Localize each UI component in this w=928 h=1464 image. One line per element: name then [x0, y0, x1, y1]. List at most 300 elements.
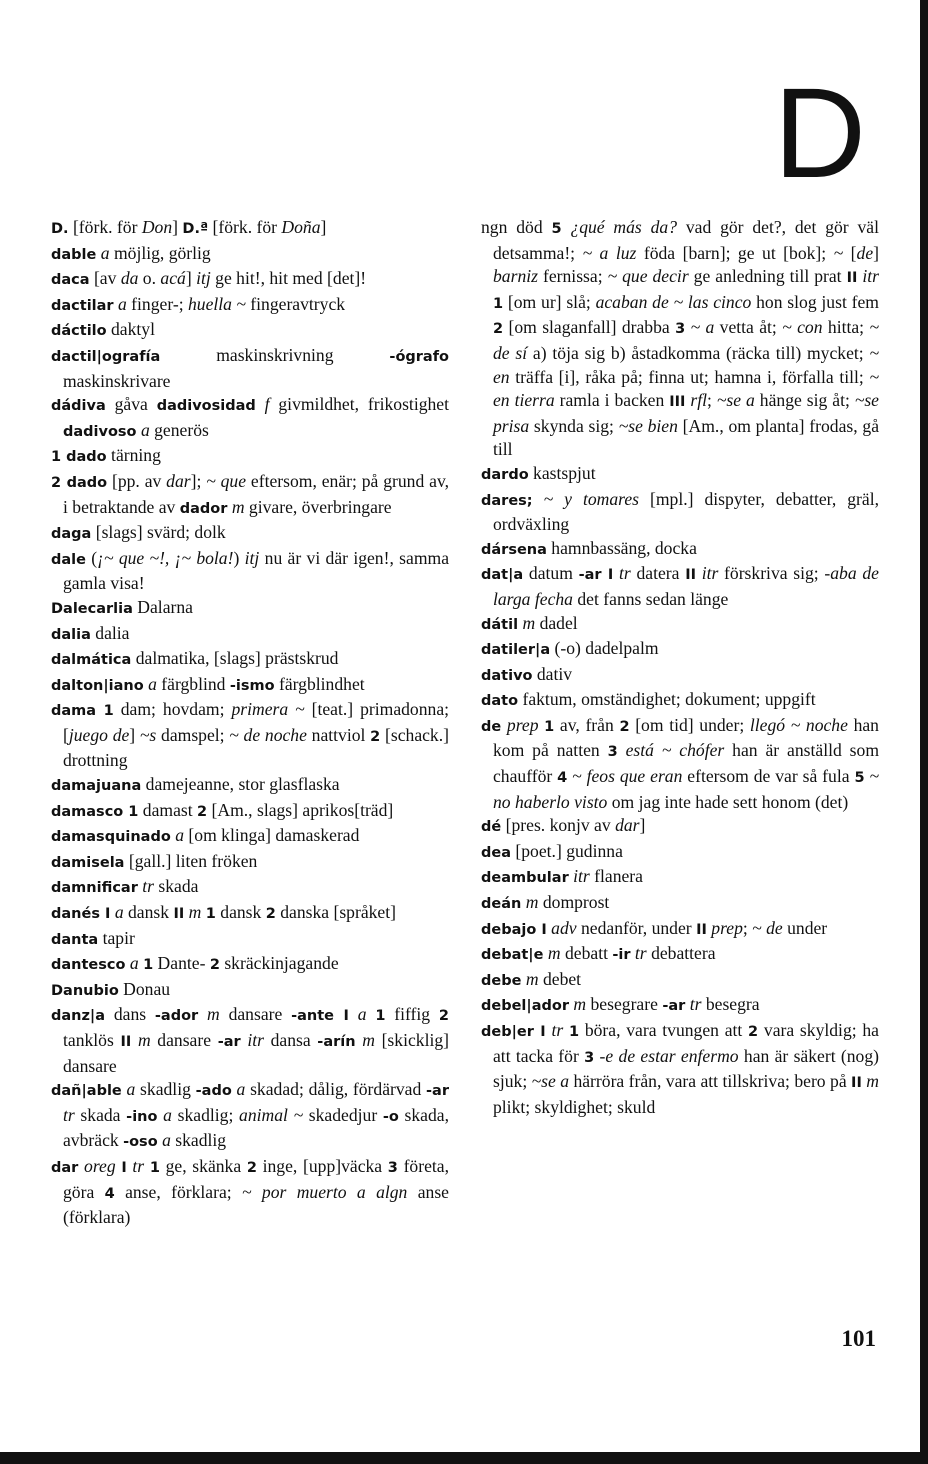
italic-text: a: [117, 293, 127, 314]
dictionary-entry: [51, 318, 449, 344]
headword: dat|a: [481, 567, 524, 584]
entry-text: hänge sig åt;: [754, 390, 855, 411]
bold-term: 2: [748, 1024, 759, 1040]
italic-text: itr: [247, 1030, 264, 1050]
dictionary-entry: [51, 293, 449, 319]
entry-text: ]: [185, 268, 197, 289]
entry-text: dansk: [123, 902, 174, 923]
italic-text: llegó ~ noche: [749, 714, 848, 735]
bold-term: 3: [584, 1049, 595, 1066]
italic-text: oreg: [84, 1155, 116, 1176]
italic-text: juego de: [68, 724, 130, 745]
entry-text: ]: [320, 217, 327, 237]
dictionary-entry: [51, 875, 449, 901]
dictionary-entry: [51, 267, 449, 293]
italic-text: a: [126, 1079, 136, 1100]
italic-text: Don: [141, 217, 173, 237]
page-edge-bottom: [0, 1452, 928, 1464]
italic-text: animal ~: [239, 1104, 304, 1125]
headword: damajuana: [51, 778, 142, 795]
entry-text: [förk. för: [68, 217, 142, 237]
headword: dativo: [481, 667, 533, 684]
italic-text: rfl: [690, 390, 708, 411]
entry-text: dansk: [215, 902, 266, 923]
entry-text: finger-;: [126, 293, 188, 314]
entry-text: [198, 1004, 207, 1024]
bold-term: 4: [104, 1185, 115, 1202]
italic-text: m: [547, 943, 561, 964]
headword: danz|a: [51, 1008, 106, 1025]
italic-text: itj: [196, 268, 211, 289]
italic-text: f: [264, 394, 270, 415]
bold-term: -ado: [195, 1083, 232, 1100]
italic-text: a: [114, 902, 124, 923]
entry-text: om jag inte hade sett honom (det): [607, 791, 849, 812]
italic-text: a: [236, 1079, 246, 1100]
dictionary-entry: [481, 968, 879, 994]
entry-text: dans: [105, 1004, 155, 1025]
entry-text: skada: [74, 1104, 127, 1125]
dictionary-entry: [481, 663, 879, 689]
entry-text: dativ: [532, 663, 573, 684]
entry-text: [pres. konjv av: [501, 815, 616, 836]
italic-text: -aba de larga fecha: [493, 563, 879, 609]
bold-term: II: [173, 906, 185, 923]
italic-text: tr: [63, 1104, 75, 1125]
entry-text: ge anledning till prat: [688, 266, 847, 287]
bold-term: -oso: [123, 1134, 158, 1151]
headword: debe: [481, 972, 522, 989]
headword: datiler|a: [481, 642, 551, 659]
italic-text: ~s: [139, 724, 157, 745]
dictionary-entry: [51, 596, 449, 622]
entry-text: (-o) dadelpalm: [550, 638, 659, 659]
headword: damisela: [51, 854, 125, 871]
italic-text: itr: [573, 866, 590, 887]
left-column: [51, 216, 449, 1230]
bold-term: -ógrafo: [389, 348, 449, 365]
italic-text: tr: [551, 1020, 564, 1040]
entry-text: datera: [630, 563, 686, 584]
entry-text: ]: [873, 242, 879, 263]
headword: 1 dado: [51, 449, 107, 466]
headword: debajo I: [481, 921, 547, 938]
entry-text: maskinskrivning: [160, 344, 390, 365]
italic-text: acaban de ~ las cinco: [595, 291, 752, 312]
italic-text: ¡~ que ~!, ¡~ bola!: [97, 547, 234, 568]
headword: dátil: [481, 616, 519, 633]
bold-term: I: [121, 1159, 127, 1176]
entry-text: fiffig: [385, 1004, 439, 1025]
entry-text: daktyl: [106, 319, 155, 340]
entry-text: tärning: [106, 445, 161, 466]
dictionary-entry: [51, 216, 449, 242]
bold-term: 2: [197, 803, 208, 820]
entry-text: dansa: [263, 1030, 318, 1050]
dictionary-entry: [481, 462, 879, 488]
headword: Dalecarlia: [51, 600, 133, 617]
bold-term: II: [120, 1034, 132, 1050]
headword: dale: [51, 551, 86, 568]
italic-text: ~ de: [752, 917, 783, 938]
entry-text: vetta åt;: [714, 317, 783, 338]
entry-text: domprost: [538, 892, 610, 913]
headword: dalia: [51, 626, 91, 643]
entry-text: under: [782, 917, 828, 938]
entry-text: ]: [129, 724, 140, 745]
headword: dáctilo: [51, 323, 107, 340]
entry-text: dansare: [150, 1030, 218, 1050]
italic-text: Doña: [281, 217, 321, 237]
dictionary-entry: [51, 927, 449, 953]
italic-text: ~ de noche: [229, 724, 307, 745]
bold-term: -ar: [426, 1083, 449, 1100]
bold-term: dadivoso: [63, 423, 137, 440]
dictionary-entry: [481, 537, 879, 563]
italic-text: ~ con: [782, 317, 823, 338]
dictionary-entry: [481, 714, 879, 814]
dictionary-entry: [481, 488, 879, 537]
page-edge-right: [920, 0, 928, 1464]
italic-text: m: [866, 1071, 879, 1092]
entry-text: skadlig: [170, 1130, 227, 1151]
bold-term: 3: [387, 1159, 398, 1176]
entry-text: ];: [190, 470, 207, 491]
bold-term: -ir: [612, 947, 631, 964]
entry-text: Dalarna: [132, 596, 193, 617]
italic-text: ~ que: [206, 470, 247, 491]
italic-text: ~se a: [531, 1071, 570, 1092]
dictionary-entry: [481, 865, 879, 891]
entry-text: debatt: [560, 943, 613, 964]
entry-text: skräckinjagande: [219, 953, 339, 974]
italic-text: itr: [701, 563, 719, 584]
bold-term: -ino: [126, 1108, 158, 1125]
italic-text: de: [856, 242, 874, 263]
entry-text: besegrare: [586, 994, 663, 1015]
bold-term: 1: [375, 1008, 386, 1025]
bold-term: 2: [619, 718, 630, 735]
bold-term: 3: [675, 321, 686, 338]
bold-term: D.ª: [182, 221, 209, 237]
italic-text: tr: [689, 994, 702, 1015]
headword: dalton|iano: [51, 677, 144, 694]
italic-text: m: [525, 968, 539, 989]
dictionary-entry: [51, 978, 449, 1004]
italic-text: ~ que decir: [607, 266, 689, 287]
entry-text: möjlig, görlig: [109, 242, 211, 263]
bold-term: -ar I: [578, 567, 614, 584]
dictionary-entry: [51, 444, 449, 470]
entry-text: färgblind: [156, 673, 230, 694]
entry-text: föda [barn]; ge ut [bok];: [636, 242, 834, 263]
dictionary-entry: [51, 850, 449, 876]
italic-text: ~se prisa: [493, 390, 879, 436]
italic-text: dar: [166, 470, 191, 491]
italic-text: a: [163, 1104, 172, 1125]
bold-term: -ador: [154, 1008, 199, 1025]
entry-text: tapir: [98, 927, 135, 948]
headword: damasquinado: [51, 829, 171, 846]
headword: deán: [481, 896, 522, 913]
dictionary-entry: [481, 840, 879, 866]
headword: dea: [481, 844, 511, 861]
entry-text: förskriva sig;: [718, 563, 825, 584]
italic-text: ~se a: [716, 390, 755, 411]
headword: dable: [51, 246, 97, 263]
entry-text: flanera: [589, 866, 643, 887]
headword: dactil|ografía: [51, 348, 161, 365]
entry-text: fingeravtryck: [245, 293, 346, 314]
entry-text: inge, [upp]väcka: [256, 1155, 388, 1176]
italic-text: ~ y tomares: [543, 488, 639, 509]
headword: dádiva: [51, 398, 106, 415]
entry-text: damast: [138, 799, 198, 820]
entry-text: (: [85, 547, 98, 568]
italic-text: m: [362, 1030, 375, 1050]
bold-term: dadivosidad: [156, 398, 256, 415]
dictionary-entry: [481, 688, 879, 714]
italic-text: m: [522, 612, 536, 633]
italic-text: m: [207, 1004, 220, 1025]
headword: dantesco: [51, 957, 126, 974]
entry-text: plikt; skyldighet; skuld: [493, 1096, 656, 1117]
dictionary-entry: [481, 891, 879, 917]
headword: danta: [51, 931, 99, 948]
entry-text: anse, förklara;: [114, 1181, 243, 1202]
entry-text: [pp. av: [107, 470, 167, 491]
entry-text: [533, 489, 544, 509]
entry-text: skada, avbräck: [63, 1104, 449, 1151]
bold-term: II: [685, 567, 696, 584]
entry-text: debet: [538, 968, 582, 989]
italic-text: prep: [506, 714, 539, 735]
italic-text: primera ~: [231, 699, 305, 720]
entry-text: ;: [742, 917, 753, 938]
bold-term: 2: [493, 321, 504, 338]
entry-text: [schack.] drottning: [63, 724, 449, 771]
italic-text: a: [100, 242, 110, 263]
dictionary-entry: [51, 698, 449, 773]
entry-text: faktum, omständighet; dokument; uppgift: [518, 689, 816, 710]
headword: dañ|able: [51, 1083, 122, 1100]
italic-text: ¿qué más da?: [570, 217, 677, 237]
entry-text: besegra: [701, 994, 760, 1015]
italic-text: prep: [711, 917, 743, 938]
bold-term: -o: [382, 1108, 399, 1125]
italic-text: ~ en tierra: [493, 366, 879, 411]
entry-text: nu är vi där igen!, samma gamla visa!: [63, 547, 450, 594]
headword: dalmática: [51, 652, 132, 669]
italic-text: dar: [615, 815, 640, 836]
entry-text: eftersom de var så fula: [682, 766, 855, 787]
entry-text: nattviol: [306, 724, 371, 745]
page-number: 101: [841, 1326, 876, 1351]
entry-text: danska [språket]: [275, 902, 396, 923]
bold-term: 2: [209, 957, 220, 974]
entry-text: [131, 1030, 138, 1050]
entry-text: kastspjut: [528, 462, 596, 483]
dictionary-entry: [51, 647, 449, 673]
bold-term: -arín: [317, 1034, 356, 1050]
dictionary-entry: [51, 242, 449, 268]
bold-term: II: [851, 1075, 862, 1092]
italic-text: a: [175, 825, 185, 846]
italic-text: tr: [634, 943, 647, 964]
entry-text: [förk. för: [208, 217, 282, 237]
entry-text: skadedjur: [303, 1104, 383, 1125]
headword: debat|e: [481, 947, 544, 964]
entry-text: [Am., om planta] frodas, gå till: [493, 415, 879, 460]
entry-text: skada: [154, 876, 199, 897]
entry-text: [poet.] gudinna: [511, 840, 623, 861]
entry-text: datum: [523, 563, 579, 584]
italic-text: a: [357, 1004, 367, 1025]
entry-text: givare, överbringare: [244, 496, 392, 517]
italic-text: está ~ chófer: [625, 740, 725, 761]
dictionary-entry: [51, 344, 449, 393]
entry-text: företa, göra: [63, 1155, 449, 1202]
dictionary-entry: [481, 942, 879, 968]
dictionary-entry: [481, 637, 879, 663]
headword: daga: [51, 526, 92, 543]
bold-term: -ar: [217, 1034, 241, 1050]
dictionary-entry: [51, 547, 449, 596]
bold-term: 2: [370, 728, 381, 745]
headword: D.: [51, 221, 69, 237]
entry-text: dadel: [535, 612, 578, 633]
entry-text: dansare: [219, 1004, 292, 1025]
entry-text: skadlig;: [171, 1104, 240, 1125]
entry-text: skynda sig;: [529, 415, 619, 436]
headword: dares;: [481, 492, 533, 509]
italic-text: ~ por muerto a algn: [242, 1181, 408, 1202]
entry-text: tanklös: [63, 1030, 121, 1050]
dictionary-entry: [51, 1155, 449, 1230]
entry-text: vara skyldig; ha att tacka för: [493, 1020, 879, 1066]
italic-text: tr: [142, 876, 155, 897]
italic-text: a: [148, 673, 157, 694]
dictionary-entry: [51, 1003, 449, 1078]
headword: Danubio: [51, 982, 119, 999]
italic-text: ~ no haberlo visto: [493, 766, 879, 812]
entry-text: [gall.] liten fröken: [124, 850, 258, 871]
headword: 2 dado: [51, 474, 108, 491]
italic-text: itj: [244, 547, 260, 568]
italic-text: a: [140, 419, 150, 440]
italic-text: m: [188, 902, 202, 923]
dictionary-entry: [51, 521, 449, 547]
dictionary-entry: [51, 824, 449, 850]
entry-text: böra, vara tvungen att: [579, 1020, 749, 1040]
headword: de: [481, 718, 502, 735]
entry-text: gåva: [105, 394, 157, 415]
bold-term: dador: [179, 500, 228, 517]
entry-text: o.: [138, 268, 161, 289]
italic-text: itr: [862, 266, 879, 287]
bold-term: 1: [493, 295, 504, 312]
entry-text: generös: [149, 419, 209, 440]
entry-text: eftersom, enär; på grund av, i betraktande av: [63, 470, 449, 517]
italic-text: m: [525, 892, 539, 913]
entry-text: han är säkert (nog) sjuk;: [493, 1045, 880, 1092]
bold-term: 2: [246, 1159, 257, 1176]
bold-term: -ar: [662, 998, 686, 1015]
bold-term: 2: [438, 1008, 450, 1025]
entry-text: [Am., slags] aprikos[träd]: [207, 799, 394, 820]
entry-text: damspel;: [156, 724, 230, 745]
entry-text: [slags] svärd; dolk: [91, 522, 226, 543]
entry-text: han kom på natten: [493, 714, 879, 761]
entry-text: [om klinga] damaskerad: [184, 825, 360, 846]
italic-text: ~se bien: [618, 415, 678, 436]
entry-text: [: [843, 242, 857, 263]
dictionary-entry: [481, 216, 879, 462]
bold-term: 1: [149, 1159, 160, 1176]
headword: dé: [481, 819, 502, 836]
entry-text: Dante-: [153, 953, 210, 974]
entry-text: ;: [707, 390, 717, 411]
italic-text: m: [231, 496, 245, 517]
headword: dardo: [481, 466, 529, 483]
italic-text: ~ a: [690, 317, 715, 338]
bold-term: 1: [568, 1024, 580, 1040]
italic-text: acá: [160, 268, 186, 289]
bold-term: 1: [143, 957, 154, 974]
entry-text: [256, 394, 265, 414]
headword: dactilar: [51, 297, 114, 314]
dictionary-entry: [481, 612, 879, 638]
entry-text: damejeanne, stor glasflaska: [141, 774, 340, 795]
entry-text: maskinskrivare: [63, 370, 171, 391]
italic-text: huella ~: [187, 293, 246, 314]
bold-term: 4: [557, 770, 568, 787]
headword: dato: [481, 693, 519, 710]
entry-text: dam; hovdam;: [113, 699, 232, 720]
entry-text: dalia: [90, 622, 130, 643]
italic-text: ~ en: [493, 342, 879, 387]
dictionary-entry: [51, 773, 449, 799]
entry-text: [teat.] primadonna; [: [63, 699, 450, 745]
italic-text: a: [162, 1130, 171, 1151]
entry-text: ]: [639, 815, 646, 836]
bold-term: 2: [265, 906, 276, 923]
entry-text: [om tid] under;: [629, 714, 750, 735]
headword: debel|ador: [481, 998, 569, 1015]
entry-text: [618, 740, 626, 760]
bold-term: II: [696, 921, 707, 938]
dictionary-entry: [51, 799, 449, 825]
headword: damasco 1: [51, 803, 139, 820]
entry-text: skadad; dålig, fördärvad: [245, 1079, 427, 1100]
headword: damnificar: [51, 880, 138, 897]
italic-text: ~: [833, 242, 844, 263]
italic-text: tr: [619, 563, 631, 584]
italic-text: barniz: [493, 266, 538, 287]
bold-term: 1: [544, 718, 555, 735]
section-letter: D: [773, 62, 866, 205]
entry-text: ]: [172, 217, 183, 237]
entry-text: av, från: [554, 714, 620, 735]
entry-text: träffa [i], råka på; finna ut; hamna i, förfalla till;: [509, 366, 870, 387]
italic-text: adv: [551, 917, 577, 938]
entry-text: hitta;: [822, 317, 870, 338]
entry-text: [skicklig] dansare: [63, 1030, 449, 1076]
entry-text: debattera: [646, 943, 716, 964]
dictionary-entry: [481, 1019, 879, 1119]
entry-text: [mpl.] dispyter, debatter, gräl, ordväxling: [493, 488, 879, 535]
headword: danés I: [51, 906, 111, 923]
